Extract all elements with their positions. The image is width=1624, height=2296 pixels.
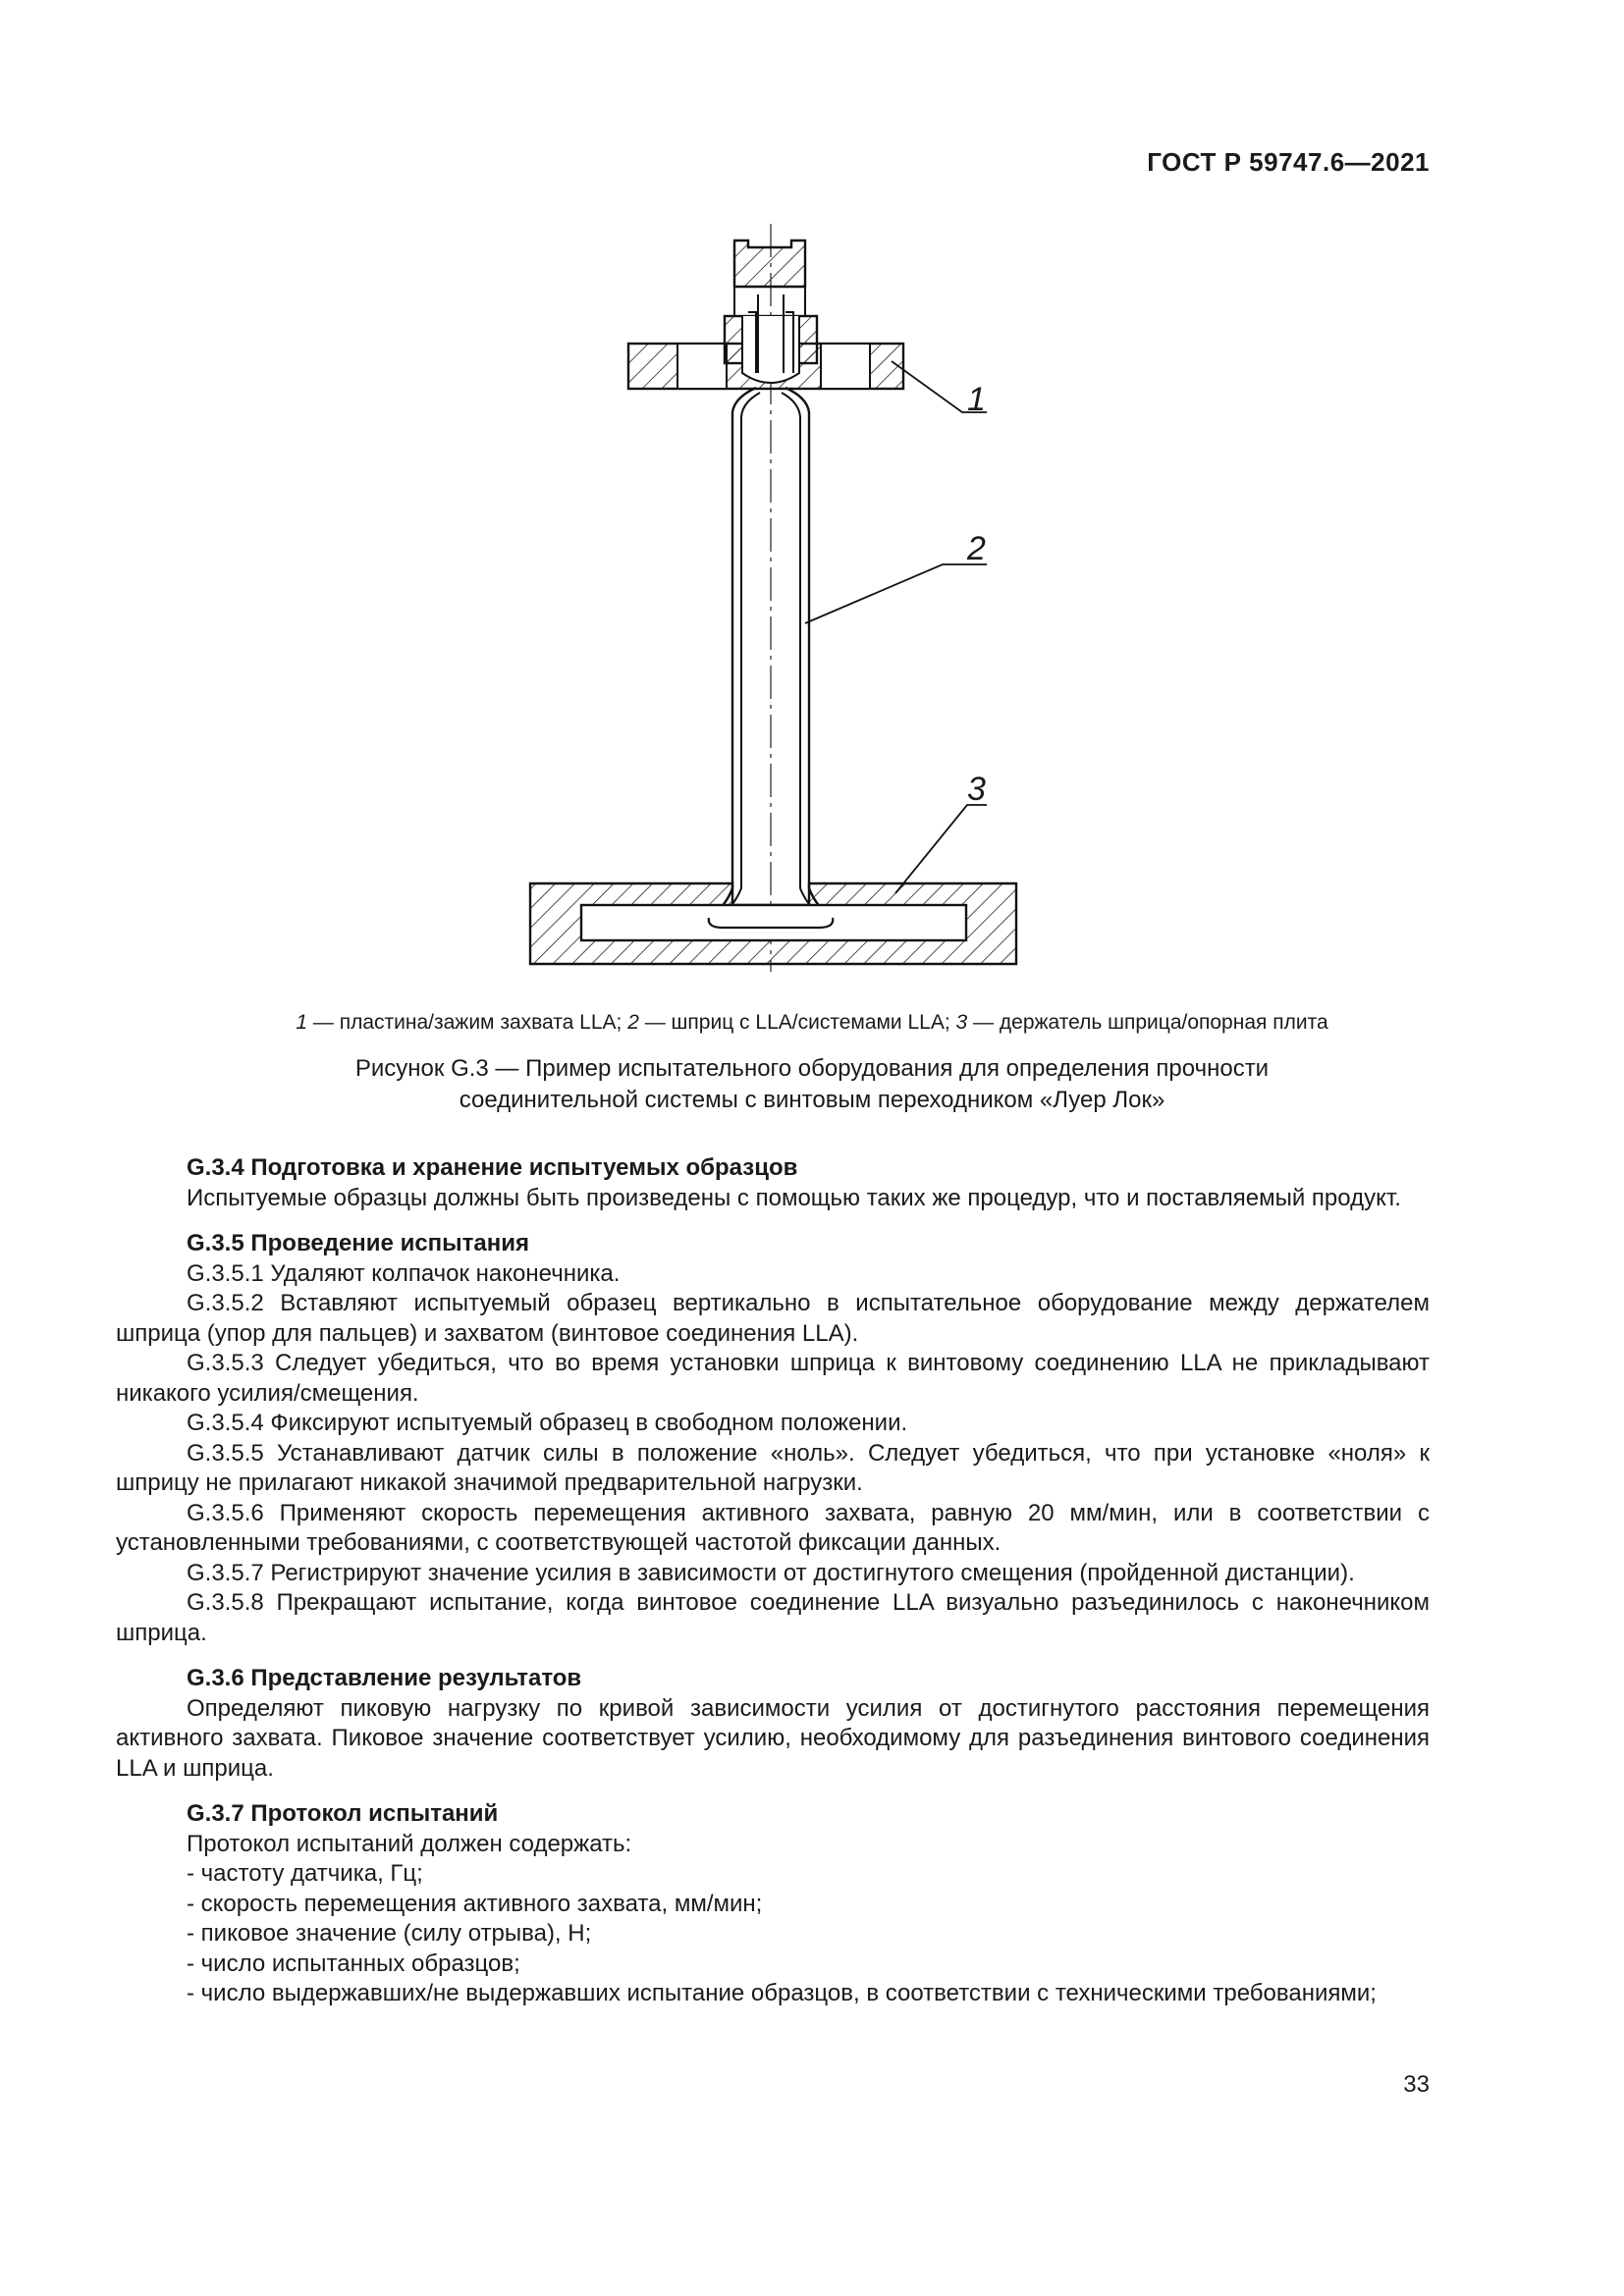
heading-g334: G.3.4 Подготовка и хранение испытуемых образцов (187, 1154, 798, 1181)
paragraph: G.3.5.2 Вставляют испытуемый образец вертикально в испытательное оборудование между держателем шприца (упор для пальцев) и захватом (винтовое соединения LLA). (116, 1290, 1430, 1347)
paragraph: Протокол испытаний должен содержать: (187, 1830, 632, 1857)
callout-1: 1 (967, 381, 986, 418)
figure-caption (0, 1053, 1624, 1116)
paragraph: G.3.5.4 Фиксируют испытуемый образец в свободном положении. (187, 1410, 908, 1436)
document-id: ГОСТ Р 59747.6—2021 (1147, 147, 1430, 177)
paragraph: Испытуемые образцы должны быть произведены с помощью таких же процедур, что и поставляемый продукт. (187, 1184, 1401, 1211)
caption-line-1: Рисунок G.3 — Пример испытательного оборудования для определения прочности (354, 1055, 1270, 1082)
leader-line-2 (805, 564, 987, 623)
callout-2: 2 (967, 530, 986, 567)
figure-g3-drawing (511, 221, 1021, 996)
paragraph: G.3.5.8 Прекращают испытание, когда винтовое соединение LLA визуально разъединилось с наконечником шприца. (116, 1589, 1430, 1646)
list-item: - число выдержавших/не выдержавших испытание образцов, в соответствии с техническими требованиями; (187, 1980, 1377, 2006)
paragraph: G.3.5.6 Применяют скорость перемещения активного захвата, равную 20 мм/мин, или в соответствии с установленными требованиями, с соответствующей частотой фиксации данных. (116, 1499, 1430, 1556)
heading-g335: G.3.5 Проведение испытания (187, 1230, 530, 1256)
leader-line-3 (895, 805, 987, 893)
paragraph: G.3.5.7 Регистрируют значение усилия в зависимости от достигнутого смещения (пройденной дистанции). (187, 1559, 1355, 1586)
callout-3: 3 (967, 771, 986, 808)
list-item: - скорость перемещения активного захвата, мм/мин; (187, 1890, 763, 1917)
list-item: - число испытанных образцов; (187, 1949, 520, 1977)
list-item: - пиковое значение (силу отрыва), Н; (187, 1920, 592, 1947)
paragraph: G.3.5.5 Устанавливают датчик силы в положение «ноль». Следует убедиться, что при установке «ноля» к шприцу не прилагают никакой значимой предварительной нагрузки. (116, 1439, 1430, 1496)
paragraph: Определяют пиковую нагрузку по кривой зависимости усилия от достигнутого расстояния перемещения активного захвата. Пиковое значение соответствует усилию, необходимому для разъединения винтового соединения LLA и шприца. (116, 1694, 1430, 1782)
body-text (116, 1153, 1430, 2009)
paragraph: G.3.5.1 Удаляют колпачок наконечника. (187, 1259, 621, 1287)
list-item: - частоту датчика, Гц; (187, 1860, 423, 1887)
heading-g337: G.3.7 Протокол испытаний (187, 1800, 499, 1827)
figure-legend: 1 — пластина/зажим захвата LLA; 2 — шприц с LLA/системами LLA; 3 — держатель шприца/опорная плита (296, 1011, 1328, 1034)
page-number: 33 (1403, 2071, 1430, 2098)
paragraph: G.3.5.3 Следует убедиться, что во время установки шприца к винтовому соединению LLA не прикладывают никакого усилия/смещения. (116, 1350, 1430, 1407)
syringe-holder-base (530, 883, 1016, 964)
screw-head (734, 240, 805, 287)
caption-line-2: соединительной системы с винтовым переходником «Луер Лок» (459, 1087, 1165, 1113)
heading-g336: G.3.6 Представление результатов (187, 1665, 582, 1691)
